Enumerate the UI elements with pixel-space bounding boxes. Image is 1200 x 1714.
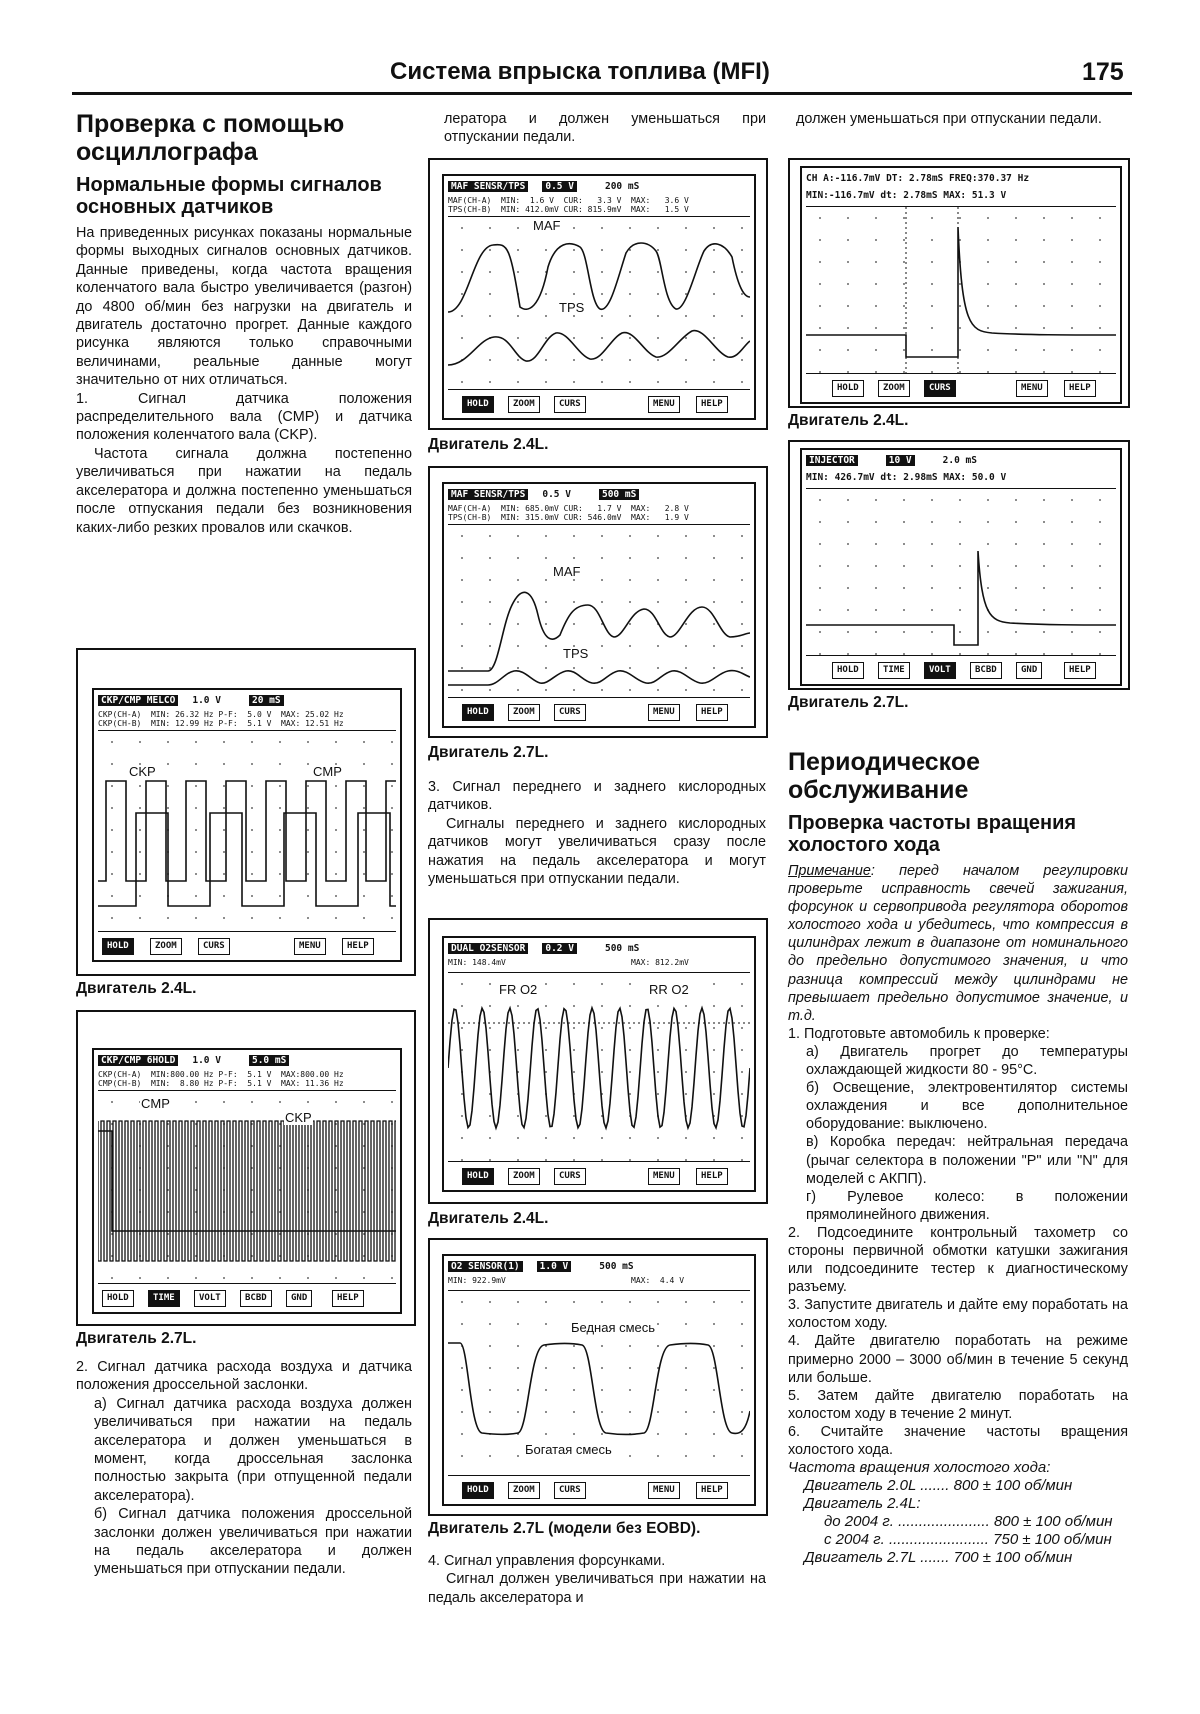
caption-injector-2-7l: Двигатель 2.7L. — [788, 694, 909, 711]
scope-btn-time: TIME — [148, 1290, 180, 1307]
scope-time: 500 mS — [604, 943, 640, 954]
scope-title: O2 SENSOR(1) — [448, 1261, 523, 1272]
scope-screen — [800, 166, 1122, 404]
scope-title: MAF SENSR/TPS — [448, 181, 528, 192]
scope-readout — [448, 958, 750, 967]
scope-title-bar — [806, 453, 1116, 468]
scope-buttons — [102, 1290, 392, 1306]
scope-btn-help: HELP — [1064, 662, 1096, 679]
item-4-continued: должен уменьшаться при отпускании педали. — [796, 111, 1102, 127]
scope-btn-menu: MENU — [1016, 380, 1048, 397]
scope-screen — [92, 688, 402, 962]
intro-paragraph: На приведенных рисунках показаны нормальные формы выходных сигналов основных датчиков. Данные приведены, когда частота вращения коленчатого вала быстро увеличивается (разгон) до 4800 об/мин без нагрузки на двигатель и двигатель достаточно прогрет. Данные каждого рисунка являются только справочными величинами, реальные данные могут значительно от них отличаться. — [76, 225, 412, 389]
step-1c: в) Коробка передач: нейтральная передача (рычаг селектора в положении "P" или "N" для моделей с АКПП). — [806, 1134, 1128, 1187]
scope-time: 5.0 mS — [249, 1055, 289, 1066]
scope-buttons — [810, 380, 1112, 396]
scope-plot — [98, 1090, 396, 1284]
scope-time: 200 mS — [604, 181, 640, 192]
scope-volt: 0.5 V — [542, 181, 577, 192]
spec-value: 750 ± 100 об/мин — [993, 1531, 1112, 1549]
scope-btn-curs: CURS — [198, 938, 230, 955]
scope-screen — [442, 482, 756, 728]
spec-row: Двигатель 2.0L ....... 800 ± 100 об/мин — [804, 1477, 1073, 1495]
step-1d: г) Рулевое колесо: в положении прямолинейного движения. — [806, 1188, 1128, 1223]
scope-title-bar — [98, 693, 396, 708]
scope-btn-curs: CURS — [554, 704, 586, 721]
scope-screen — [442, 174, 756, 420]
scope-btn-help: HELP — [696, 1482, 728, 1499]
caption-ckp-2-4l: Двигатель 2.4L. — [76, 980, 197, 997]
step-4: 4. Дайте двигателю поработать на режиме примерно 2000 – 3000 об/мин в течение 5 секунд или больше. — [788, 1333, 1128, 1386]
scope-btn-curs: CURS — [554, 396, 586, 413]
scope-btn-zoom: ZOOM — [150, 938, 182, 955]
label-cmp: CMP — [141, 1096, 170, 1111]
scope-readout-line: MIN: 922.9mV MAX: 4.4 V — [448, 1276, 685, 1285]
scope-readout — [806, 188, 1116, 203]
figure-ckp-cmp-2-4l — [76, 648, 416, 976]
scope-btn-bcbd: BCBD — [970, 662, 1002, 679]
item-2-heading: 2. Сигнал датчика расхода воздуха и датчика положения дроссельной заслонки. — [76, 1359, 412, 1394]
spec-value: 800 ± 100 об/мин — [993, 1513, 1113, 1531]
scope-plot — [448, 1290, 750, 1476]
scope-btn-hold: HOLD — [102, 1290, 134, 1307]
item-4-text: Сигнал должен увеличиваться при нажатии на педаль акселератора и — [428, 1571, 766, 1606]
subheading-normal-waveforms: Нормальные формы сигналов основных датчиков — [76, 174, 382, 218]
scope-btn-zoom: ZOOM — [508, 1168, 540, 1185]
spec-label: до 2004 г. — [824, 1513, 894, 1531]
caption-ckp-2-7l: Двигатель 2.7L. — [76, 1330, 197, 1347]
scope-btn-hold: HOLD — [462, 704, 494, 721]
scope-btn-help: HELP — [696, 1168, 728, 1185]
scope-title: CKP/CMP 6HOLD — [98, 1055, 178, 1066]
scope-btn-menu: MENU — [648, 1482, 680, 1499]
scope-btn-volt: VOLT — [924, 662, 956, 679]
spec-row: Двигатель 2.7L ....... 700 ± 100 об/мин — [804, 1549, 1073, 1567]
scope-title-bar — [448, 487, 750, 502]
note-paragraph — [788, 862, 1128, 1025]
scope-title: DUAL O2SENSOR — [448, 943, 528, 954]
right-column-maintenance — [788, 748, 1128, 1567]
step-6: 6. Считайте значение частоты вращения холостого хода. — [788, 1423, 1128, 1458]
scope-plot — [98, 730, 396, 932]
step-1b: б) Освещение, электровентилятор системы охлаждения и все дополнительное оборудование: выключено. — [806, 1080, 1128, 1133]
figure-o2-2-7l — [428, 1238, 768, 1516]
scope-time: 500 mS — [599, 1261, 634, 1272]
figure-injector-2-7l — [788, 440, 1130, 690]
spec-title: Частота вращения холостого хода: — [788, 1459, 1051, 1477]
section-heading-oscilloscope: Проверка с помощью осциллографа — [76, 110, 345, 166]
scope-buttons — [102, 938, 392, 954]
middle-column-item3 — [428, 778, 766, 888]
scope-readout — [448, 1276, 750, 1285]
scope-plot — [448, 216, 750, 390]
label-cmp: CMP — [313, 764, 342, 779]
right-column-top — [796, 110, 1128, 128]
scope-title-bar — [448, 179, 750, 194]
item-3-heading: 3. Сигнал переднего и заднего кислородных датчиков. — [428, 779, 766, 814]
caption-o2-2-4l: Двигатель 2.4L. — [428, 1210, 549, 1227]
caption-maf-2-4l: Двигатель 2.4L. — [428, 436, 549, 453]
running-header-title: Система впрыска топлива (MFI) — [390, 58, 770, 85]
scope-readout-line: MAF(CH-A) MIN: 1.6 V CUR: 3.3 V MAX: 3.6 V — [448, 196, 689, 205]
scope-readout-line: CKP(CH-A) MIN: 26.32 Hz P-F: 5.0 V MAX: 25.02 Hz — [98, 710, 344, 719]
page-number: 175 — [1082, 58, 1124, 86]
scope-title-bar — [806, 171, 1116, 186]
caption-injector-2-4l: Двигатель 2.4L. — [788, 412, 909, 429]
item-2b-text: б) Сигнал датчика положения дроссельной заслонки должен увеличиваться при нажатии на педаль акселератора и должен уменьшаться при отпускании педали. — [94, 1506, 412, 1578]
middle-column-top — [444, 110, 766, 147]
figure-o2-2-4l — [428, 918, 768, 1204]
scope-readout-line: MIN:-116.7mV dt: 2.78mS MAX: 51.3 V — [806, 190, 1007, 201]
left-column-top — [76, 110, 412, 537]
scope-btn-volt: VOLT — [194, 1290, 226, 1307]
scope-readout — [98, 1070, 396, 1088]
spec-row — [788, 1495, 1128, 1513]
scope-title: CKP/CMP MELCO — [98, 695, 178, 706]
scope-btn-hold: HOLD — [832, 380, 864, 397]
scope-plot — [448, 524, 750, 698]
scope-btn-zoom: ZOOM — [508, 704, 540, 721]
scope-btn-time: TIME — [878, 662, 910, 679]
figure-maf-tps-2-4l — [428, 158, 768, 430]
scope-volt: 1.0 V — [192, 1055, 221, 1066]
idle-speed-spec — [788, 1459, 1128, 1567]
figure-injector-2-4l — [788, 158, 1130, 408]
item-1-heading: 1. Сигнал датчика положения распределительного вала (CMP) и датчика положения коленчатого вала (CKP). — [76, 390, 412, 444]
label-rich-mixture: Богатая смесь — [525, 1442, 612, 1457]
label-lean-mixture: Бедная смесь — [571, 1320, 656, 1335]
step-1a: а) Двигатель прогрет до температуры охлаждающей жидкости 80 - 95°С. — [806, 1043, 1128, 1079]
spec-row: с 2004 г. ........................ 750 ± 100 об/мин — [824, 1531, 1112, 1549]
scope-readout-line: TPS(CH-B) MIN: 315.0mV CUR: 546.0mV MAX: 1.9 V — [448, 513, 689, 522]
scope-plot — [448, 972, 750, 1162]
scope-btn-menu: MENU — [648, 1168, 680, 1185]
scope-btn-menu: MENU — [294, 938, 326, 955]
scope-volt: 0.5 V — [542, 489, 571, 500]
scope-volt: 1.0 V — [537, 1261, 572, 1272]
maf-tps-waveform — [448, 525, 750, 697]
scope-btn-help: HELP — [1064, 380, 1096, 397]
scope-screen — [800, 448, 1122, 686]
ckp-cmp-dense-waveform — [98, 1091, 396, 1283]
injector-waveform — [806, 489, 1116, 655]
scope-buttons — [810, 662, 1112, 678]
scope-btn-hold: HOLD — [832, 662, 864, 679]
step-1: 1. Подготовьте автомобиль к проверке: — [788, 1025, 1050, 1042]
step-3: 3. Запустите двигатель и дайте ему поработать на холостом ходу. — [788, 1297, 1128, 1332]
left-column-bottom — [76, 1358, 412, 1579]
scope-time: 500 mS — [599, 489, 639, 500]
scope-btn-gnd: GND — [286, 1290, 312, 1307]
scope-btn-zoom: ZOOM — [878, 380, 910, 397]
scope-title: MAF SENSR/TPS — [448, 489, 528, 500]
label-fr-o2: FR O2 — [499, 982, 538, 997]
label-tps: TPS — [559, 300, 585, 315]
scope-readout — [448, 196, 750, 214]
spec-label: Двигатель 2.0L — [804, 1477, 917, 1495]
scope-readout-line: CKP(CH-B) MIN: 12.99 Hz P-F: 5.1 V MAX: 12.51 Hz — [98, 719, 344, 728]
step-5: 5. Затем дайте двигателю поработать на холостом ходу в течение 2 минут. — [788, 1387, 1128, 1422]
scope-readout — [98, 710, 396, 728]
scope-btn-bcbd: BCBD — [240, 1290, 272, 1307]
spec-label: с 2004 г. — [824, 1531, 885, 1549]
item-2b-continued: лератора и должен уменьшаться при отпускании педали. — [444, 111, 766, 146]
injector-waveform — [806, 207, 1116, 373]
scope-title-bar — [98, 1053, 396, 1068]
scope-plot — [806, 488, 1116, 656]
scope-btn-help: HELP — [696, 396, 728, 413]
spec-label: Двигатель 2.4L: — [804, 1495, 921, 1513]
scope-btn-menu: MENU — [648, 396, 680, 413]
scope-volt: 1.0 V — [192, 695, 221, 706]
scope-btn-zoom: ZOOM — [508, 396, 540, 413]
scope-btn-gnd: GND — [1016, 662, 1042, 679]
scope-plot — [806, 206, 1116, 374]
item-3-text: Сигналы переднего и заднего кислородных датчиков могут увеличиваться сразу после нажатия на педаль акселератора и могут уменьшаться при отпускании педали. — [428, 815, 766, 888]
item-1-text: Частота сигнала должна постепенно увеличиваться при нажатии на педаль акселератора и должна постепенно уменьшаться после отпускания педали без возникновения каких-либо резких провалов или скачков. — [76, 445, 412, 536]
maf-tps-waveform — [448, 217, 750, 389]
scope-readout-line: MAF(CH-A) MIN: 685.0mV CUR: 1.7 V MAX: 2.8 V — [448, 504, 689, 513]
label-ckp: CKP — [285, 1110, 312, 1125]
label-tps: TPS — [563, 646, 589, 661]
scope-btn-menu: MENU — [648, 704, 680, 721]
scope-readout — [448, 504, 750, 522]
scope-title: CH A:-116.7mV DT: 2.78mS FREQ:370.37 Hz — [806, 173, 1030, 184]
label-maf: MAF — [553, 564, 581, 579]
scope-btn-hold: HOLD — [462, 1482, 494, 1499]
scope-btn-curs: CURS — [554, 1168, 586, 1185]
section-heading-maintenance: Периодическое обслуживание — [788, 748, 981, 804]
scope-volt: 10 V — [886, 455, 915, 466]
scope-btn-hold: HOLD — [102, 938, 134, 955]
scope-btn-help: HELP — [696, 704, 728, 721]
scope-time: 20 mS — [249, 695, 284, 706]
scope-screen — [442, 1254, 756, 1506]
caption-o2-2-7l: Двигатель 2.7L (модели без EOBD). — [428, 1520, 701, 1537]
scope-readout-line: CKP(CH-A) MIN:800.00 Hz P-F: 5.1 V MAX:800.00 Hz — [98, 1070, 344, 1079]
scope-btn-hold: HOLD — [462, 396, 494, 413]
spec-value: 800 ± 100 об/мин — [953, 1477, 1073, 1495]
scope-readout-line: MIN: 426.7mV dt: 2.98mS MAX: 50.0 V — [806, 472, 1007, 483]
scope-buttons — [452, 396, 746, 412]
label-rr-o2: RR O2 — [649, 982, 689, 997]
scope-readout — [806, 470, 1116, 485]
step-2: 2. Подсоедините контрольный тахометр со стороны первичной обмотки катушки зажигания или подсоедините тестер к диагностическому разъему. — [788, 1224, 1128, 1296]
scope-time: 2.0 mS — [942, 455, 977, 466]
scope-btn-zoom: ZOOM — [508, 1482, 540, 1499]
scope-btn-hold: HOLD — [462, 1168, 494, 1185]
scope-title: INJECTOR — [806, 455, 858, 466]
o2-waveform — [448, 973, 750, 1161]
scope-buttons — [452, 704, 746, 720]
item-4-heading: 4. Сигнал управления форсунками. — [428, 1553, 666, 1569]
scope-title-bar — [448, 1259, 750, 1274]
ckp-cmp-waveform — [98, 731, 396, 931]
scope-readout-line: MIN: 148.4mV MAX: 812.2mV — [448, 958, 689, 967]
item-2a-text: а) Сигнал датчика расхода воздуха должен увеличиваться при нажатии на педаль акселератора и должен уменьшаться в момент, когда дроссельная заслонка полностью закрыта (при отпущенной педали акселератора). — [94, 1395, 412, 1504]
figure-maf-tps-2-7l — [428, 466, 768, 738]
note-text: : перед началом регулировки проверьте исправность свечей зажигания, форсунок и сервопривода регулятора оборотов холостого хода и убедитесь, что компрессия в цилиндрах лежит в диапазоне от номинального до предельно допустимого значения, и что разница компрессий между цилиндрами не превышает предельно допустимое значение, и т.д. — [788, 863, 1128, 1024]
middle-column-item4 — [428, 1552, 766, 1607]
scope-readout-line: CMP(CH-B) MIN: 8.80 Hz P-F: 5.1 V MAX: 11.36 Hz — [98, 1079, 344, 1088]
scope-btn-curs: CURS — [924, 380, 956, 397]
scope-readout-line: TPS(CH-B) MIN: 412.0mV CUR: 815.9mV MAX: 1.5 V — [448, 205, 689, 214]
note-label: Примечание — [788, 863, 871, 879]
scope-screen — [92, 1048, 402, 1314]
figure-ckp-cmp-2-7l — [76, 1010, 416, 1326]
scope-btn-help: HELP — [342, 938, 374, 955]
scope-buttons — [452, 1168, 746, 1184]
spec-value: 700 ± 100 об/мин — [953, 1549, 1073, 1567]
label-ckp: CKP — [129, 764, 156, 779]
subheading-idle-speed: Проверка частоты вращения холостого хода — [788, 812, 1077, 856]
caption-maf-2-7l: Двигатель 2.7L. — [428, 744, 549, 761]
spec-label: Двигатель 2.7L — [804, 1549, 917, 1567]
spec-row: до 2004 г. ...................... 800 ± 100 об/мин — [824, 1513, 1113, 1531]
scope-volt: 0.2 V — [542, 943, 577, 954]
header-rule — [72, 92, 1132, 95]
scope-btn-help: HELP — [332, 1290, 364, 1307]
scope-title-bar — [448, 941, 750, 956]
scope-btn-curs: CURS — [554, 1482, 586, 1499]
label-maf: MAF — [533, 218, 561, 233]
scope-screen — [442, 936, 756, 1192]
scope-buttons — [452, 1482, 746, 1498]
